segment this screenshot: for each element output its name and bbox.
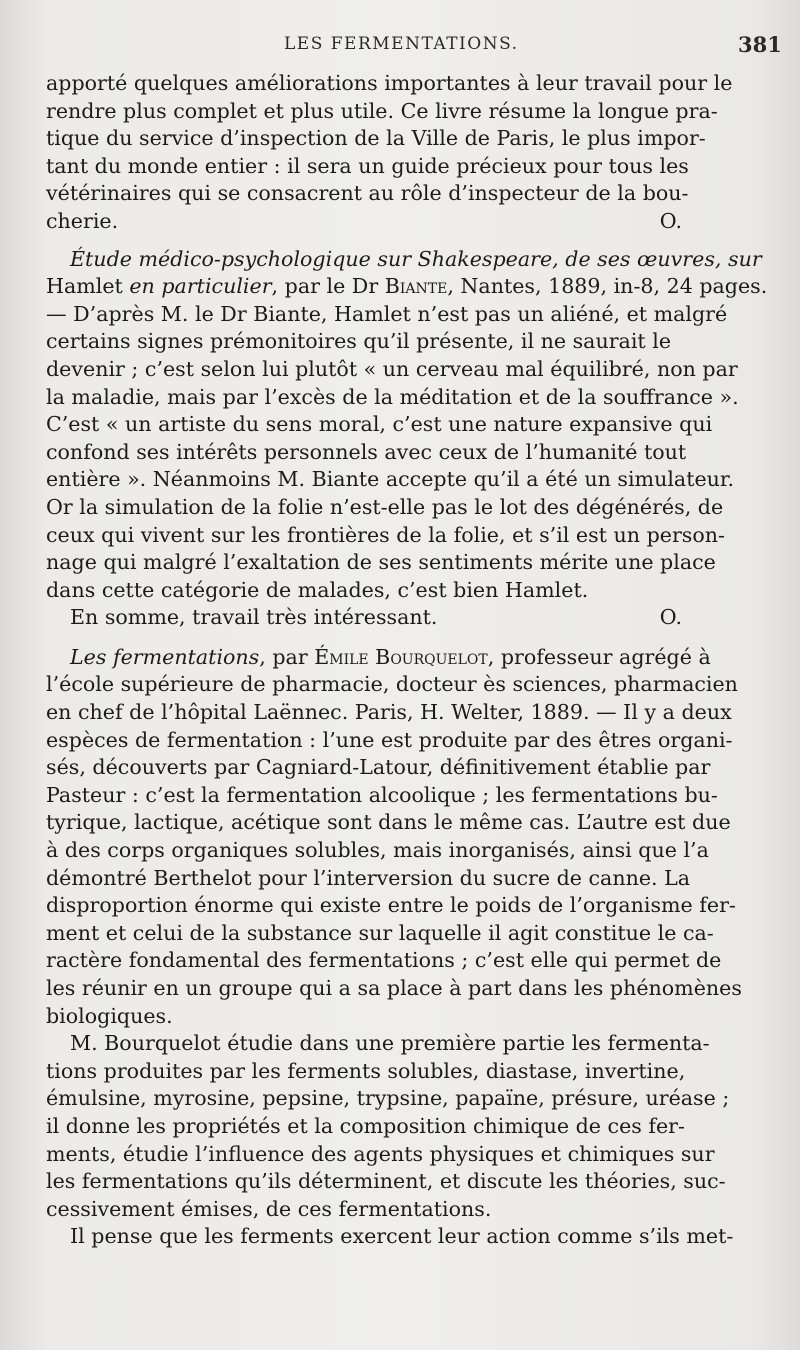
text-line: entière ». Néanmoins M. Biante accepte qu’il a été un simulateur.	[46, 467, 735, 492]
text-line: émulsine, myrosine, pepsine, trypsine, papaïne, présure, uréase ;	[46, 1086, 730, 1111]
text-line: Il pense que les ferments exercent leur action comme s’ils met-	[70, 1224, 734, 1249]
page-number: 381	[738, 32, 782, 57]
review-hamlet	[46, 246, 768, 632]
review-title: Étude médico-psychologique sur Shakespeare, de ses œuvres, sur	[70, 246, 762, 271]
citation-text: , par	[259, 644, 315, 669]
text-line: sés, découverts par Cagniard-Latour, définitivement établie par	[46, 755, 711, 780]
page-header	[0, 34, 800, 60]
text-line: tique du service d’inspection de la Ville de Paris, le plus impor-	[46, 126, 706, 151]
text-line: C’est « un artiste du sens moral, c’est une nature expansive qui	[46, 412, 713, 437]
review-fermentations	[46, 644, 758, 1251]
text-line: la maladie, mais par l’excès de la méditation et de la souffrance ».	[46, 384, 739, 409]
last-line-text: cherie.	[46, 208, 119, 233]
text-line	[46, 208, 758, 236]
text-line: ment et celui de la substance sur laquelle il agit constitue le ca-	[46, 920, 714, 945]
review-citation-line	[46, 644, 758, 672]
reviewer-signature: O.	[659, 208, 682, 233]
text-line: les fermentations qu’ils déterminent, et discute les théories, suc-	[46, 1169, 726, 1194]
text-line: biologiques.	[46, 1003, 173, 1028]
text-line: tant du monde entier : il sera un guide précieux pour tous les	[46, 153, 689, 178]
text-line: les réunir en un groupe qui a sa place à part dans les phénomènes	[46, 976, 742, 1000]
citation-italic: en particulier	[129, 274, 272, 299]
text-line: certains signes prémonitoires qu’il présente, il ne saurait le	[46, 329, 672, 354]
text-line: dans cette catégorie de malades, c’est bien Hamlet.	[46, 577, 589, 602]
text-line	[46, 604, 758, 632]
citation-text: , professeur agrégé à	[487, 644, 711, 669]
text-line: rendre plus complet et plus utile. Ce livre résume la longue pra-	[46, 98, 718, 123]
text-line: M. Bourquelot étudie dans une première partie les fermenta-	[70, 1031, 710, 1056]
text-line: apporté quelques améliorations importantes à leur travail pour le	[46, 71, 733, 95]
citation-text: , par le Dr	[271, 274, 385, 299]
running-title: LES FERMENTATIONS.	[284, 34, 519, 54]
text-line: tions produites par les ferments solubles, diastase, invertine,	[46, 1058, 686, 1083]
text-line: il donne les propriétés et la composition chimique de ces fer-	[46, 1113, 685, 1138]
text-line: disproportion énorme qui existe entre le poids de l’organisme fer-	[46, 893, 736, 918]
review-title: Les fermentations	[70, 644, 260, 669]
conclusion-text: En somme, travail très intéressant.	[70, 605, 438, 630]
text-line: ceux qui vivent sur les frontières de la folie, et s’il est un person-	[46, 522, 725, 547]
text-line: nage qui malgré l’exaltation de ses sentiments mérite une place	[46, 550, 716, 575]
text-line: ments, étudie l’influence des agents physiques et chimiques sur	[46, 1141, 715, 1166]
text-line: l’école supérieure de pharmacie, docteur ès sciences, pharmacien	[46, 672, 738, 697]
citation-text: , Nantes, 1889, in-8, 24 pages.	[447, 274, 768, 299]
text-line: — D’après M. le Dr Biante, Hamlet n’est pas un aliéné, et malgré	[46, 301, 728, 326]
reviewer-signature: O.	[659, 605, 682, 630]
text-line: devenir ; c’est selon lui plutôt « un cerveau mal équilibré, non par	[46, 356, 738, 381]
citation-text: Hamlet	[46, 274, 130, 299]
text-line: à des corps organiques solubles, mais inorganisés, ainsi que l’a	[46, 838, 709, 863]
text-line: espèces de fermentation : l’une est produite par des êtres organi-	[46, 727, 733, 752]
review-title-line	[46, 246, 762, 274]
review-citation-line	[46, 273, 768, 301]
text-line: en chef de l’hôpital Laënnec. Paris, H. Welter, 1889. — Il y a deux	[46, 700, 732, 725]
text-line: vétérinaires qui se consacrent au rôle d’inspecteur de la bou-	[46, 181, 689, 206]
review-boucherie	[46, 70, 758, 236]
text-line: Pasteur : c’est la fermentation alcoolique ; les fermentations bu-	[46, 782, 718, 807]
text-line: démontré Berthelot pour l’interversion du sucre de canne. La	[46, 865, 691, 890]
text-line: tyrique, lactique, acétique sont dans le même cas. L’autre est due	[46, 810, 731, 835]
text-line: confond ses intérêts personnels avec ceux de l’humanité tout	[46, 439, 687, 464]
text-line: Or la simulation de la folie n’est-elle pas le lot des dégénérés, de	[46, 494, 724, 519]
page-body	[46, 70, 768, 1251]
author-name: Émile Bourquelot	[314, 644, 488, 669]
text-line: ractère fondamental des fermentations ; c’est elle qui permet de	[46, 948, 722, 973]
author-name: Biante	[384, 274, 448, 299]
text-line: cessivement émises, de ces fermentations.	[46, 1196, 492, 1221]
